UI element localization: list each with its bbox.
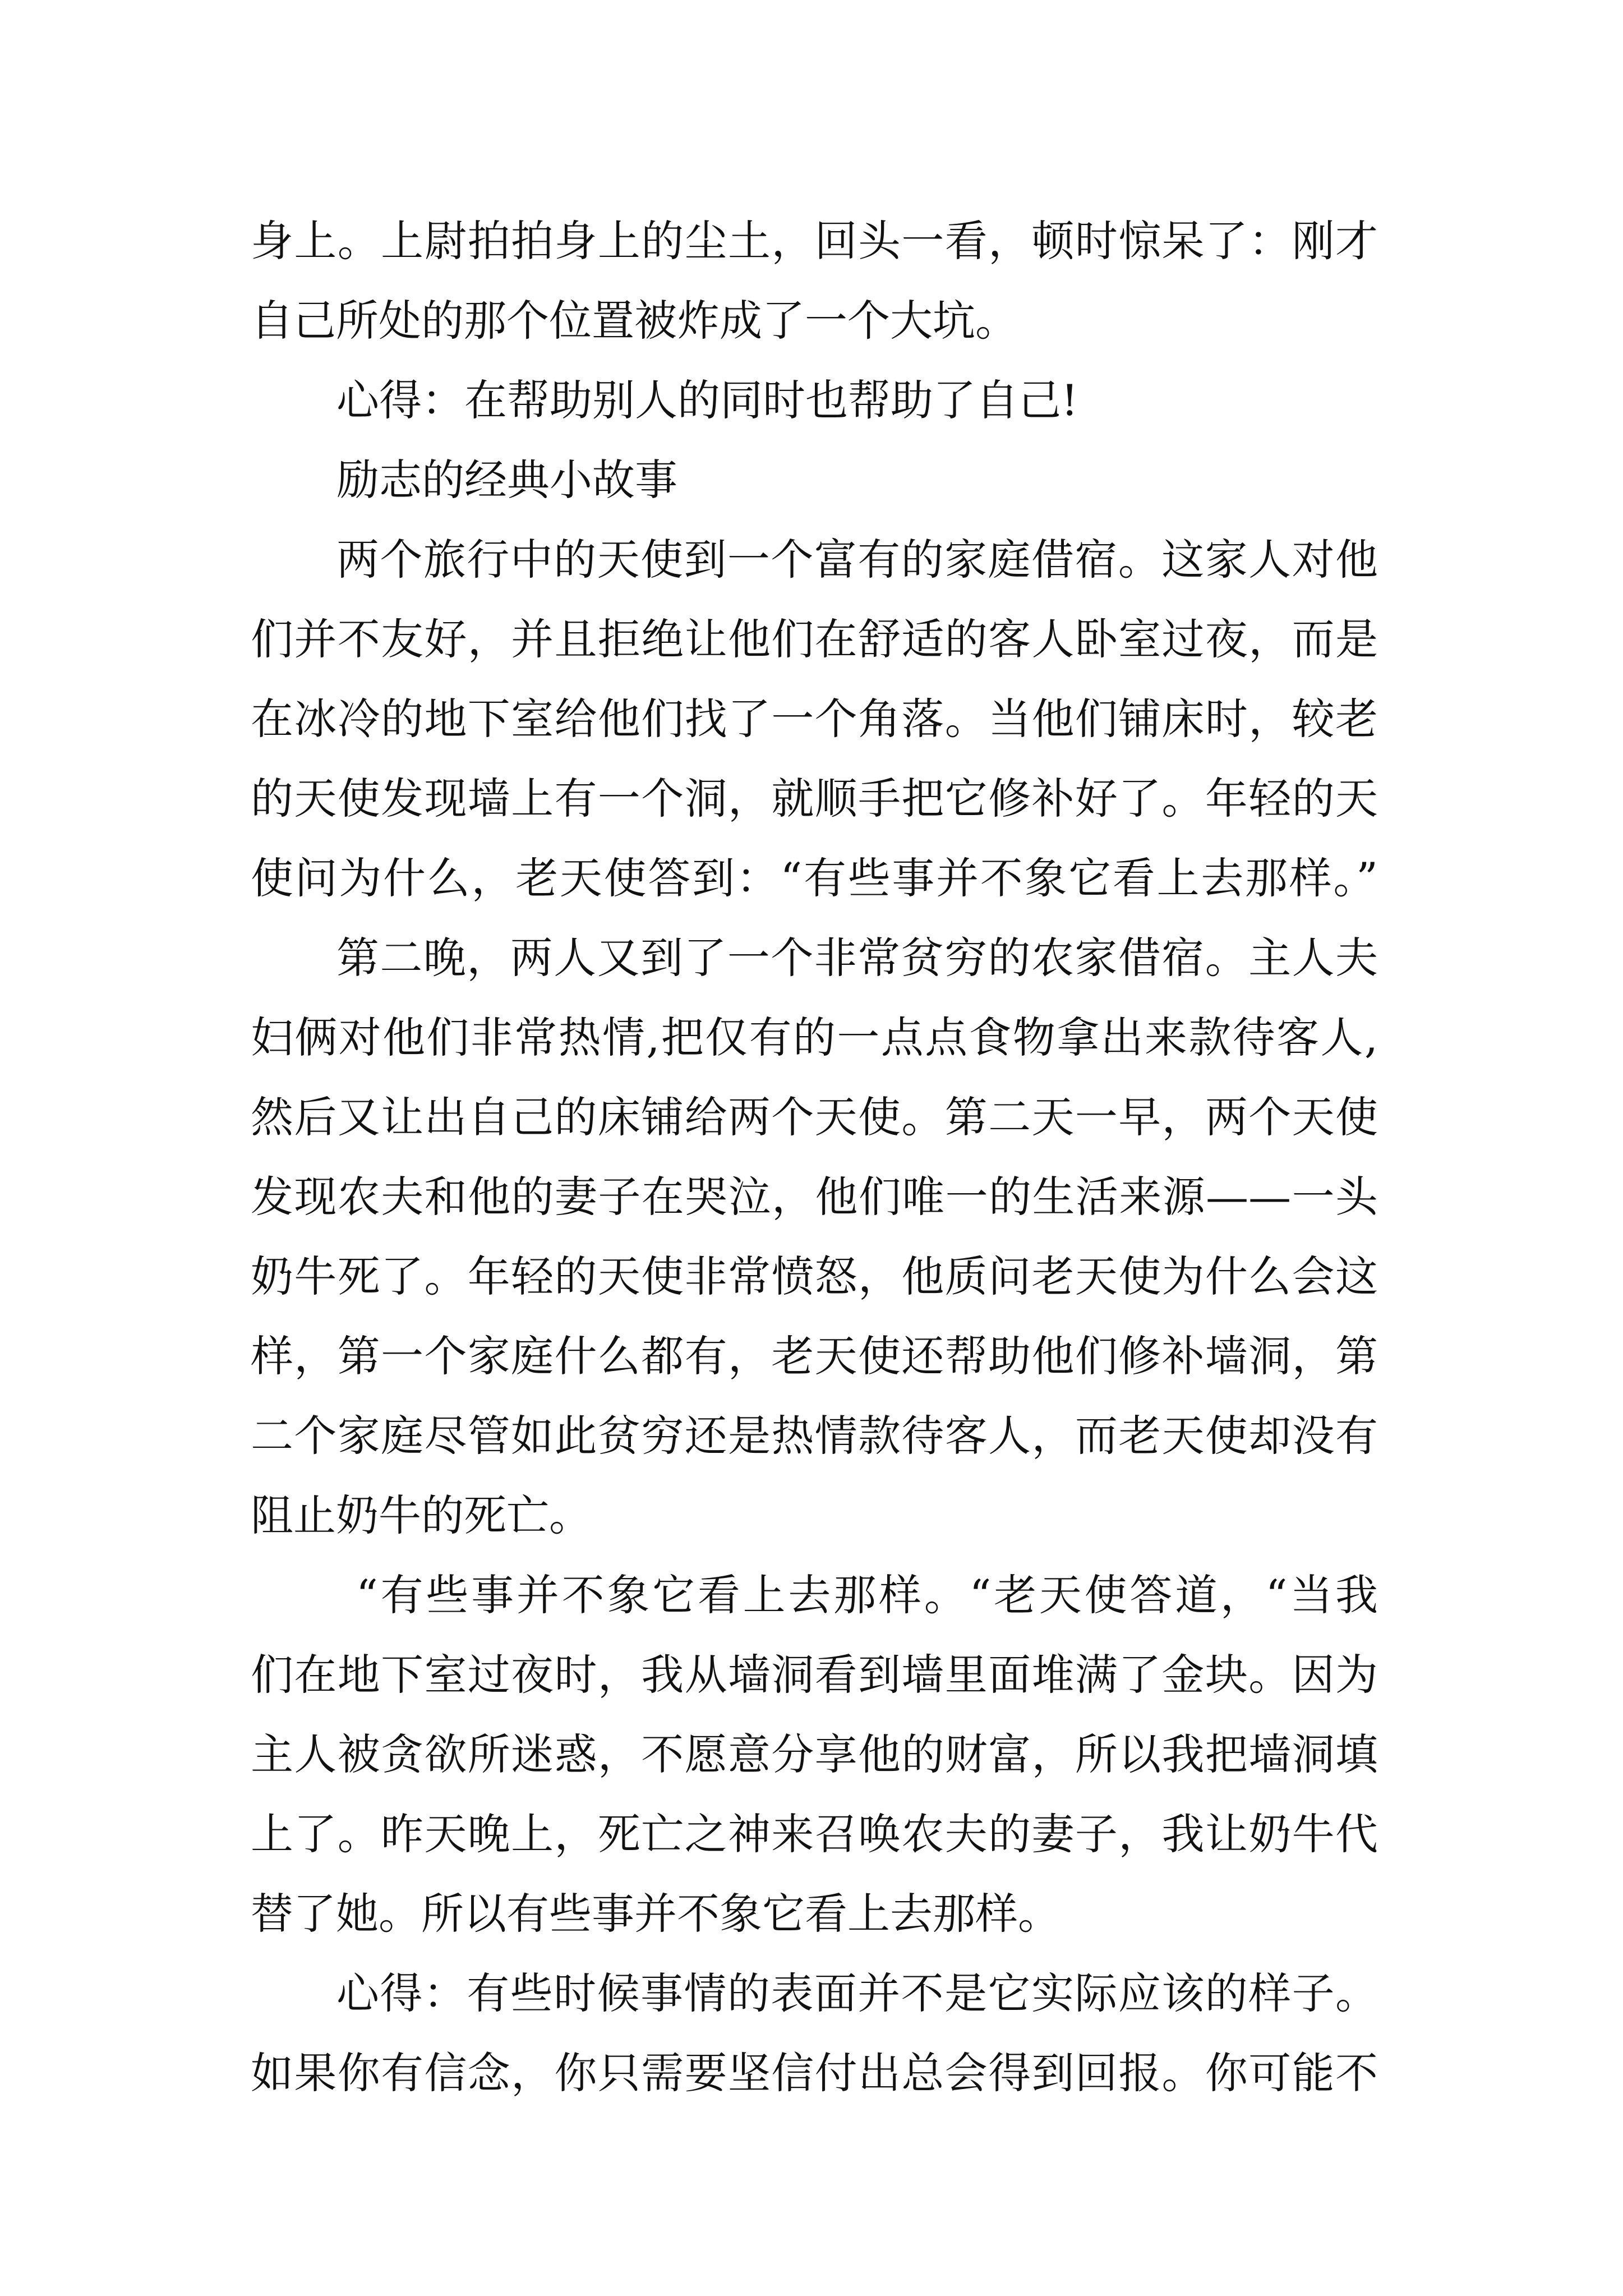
text-line: 心得：有些时候事情的表面并不是它实际应该的样子。 <box>336 1968 1378 2018</box>
text-line: 阻止奶牛的死亡。 <box>251 1490 592 1540</box>
text-line: 心得：在帮助别人的同时也帮助了自己! <box>336 375 1078 425</box>
text-line: 二个家庭尽管如此贫穷还是热情款待客人，而老天使却没有 <box>251 1411 1378 1461</box>
text-line: 使问为什么，老天使答到：“有些事并不象它看上去那样。” <box>251 853 1378 903</box>
text-line: 上了。昨天晚上，死亡之神来召唤农夫的妻子，我让奶牛代 <box>251 1809 1378 1859</box>
text-line: 们在地下室过夜时，我从墙洞看到墙里面堆满了金块。因为 <box>251 1650 1378 1700</box>
text-line: 如果你有信念，你只需要坚信付出总会得到回报。你可能不 <box>251 2048 1378 2098</box>
text-line: 两个旅行中的天使到一个富有的家庭借宿。这家人对他 <box>336 535 1378 585</box>
text-line: 在冰冷的地下室给他们找了一个角落。当他们铺床时，较老 <box>251 694 1378 744</box>
text-line: 奶牛死了。年轻的天使非常愤怒，他质问老天使为什么会这 <box>251 1251 1378 1301</box>
text-line: 发现农夫和他的妻子在哭泣，他们唯一的生活来源——一头 <box>251 1172 1378 1222</box>
text-line: 然后又让出自己的床铺给两个天使。第二天一早，两个天使 <box>251 1092 1378 1142</box>
text-line: 自己所处的那个位置被炸成了一个大坑。 <box>251 296 1018 346</box>
text-line: 们并不友好，并且拒绝让他们在舒适的客人卧室过夜，而是 <box>251 614 1378 664</box>
text-line: 妇俩对他们非常热情,把仅有的一点点食物拿出来款待客人, <box>251 1013 1378 1062</box>
section-heading: 励志的经典小故事 <box>336 455 677 505</box>
text-line: 主人被贪欲所迷惑，不愿意分享他的财富，所以我把墙洞填 <box>251 1729 1378 1779</box>
text-line: 样，第一个家庭什么都有，老天使还帮助他们修补墙洞，第 <box>251 1331 1378 1381</box>
text-line: 身上。上尉拍拍身上的尘土，回头一看，顿时惊呆了：刚才 <box>251 216 1378 266</box>
text-line: 的天使发现墙上有一个洞，就顺手把它修补好了。年轻的天 <box>251 774 1378 823</box>
text-line: 替了她。所以有些事并不象它看上去那样。 <box>251 1889 1061 1939</box>
text-line: 第二晚，两人又到了一个非常贫穷的农家借宿。主人夫 <box>336 933 1378 983</box>
text-line: “有些事并不象它看上去那样。“老天使答道，“当我 <box>356 1570 1378 1620</box>
